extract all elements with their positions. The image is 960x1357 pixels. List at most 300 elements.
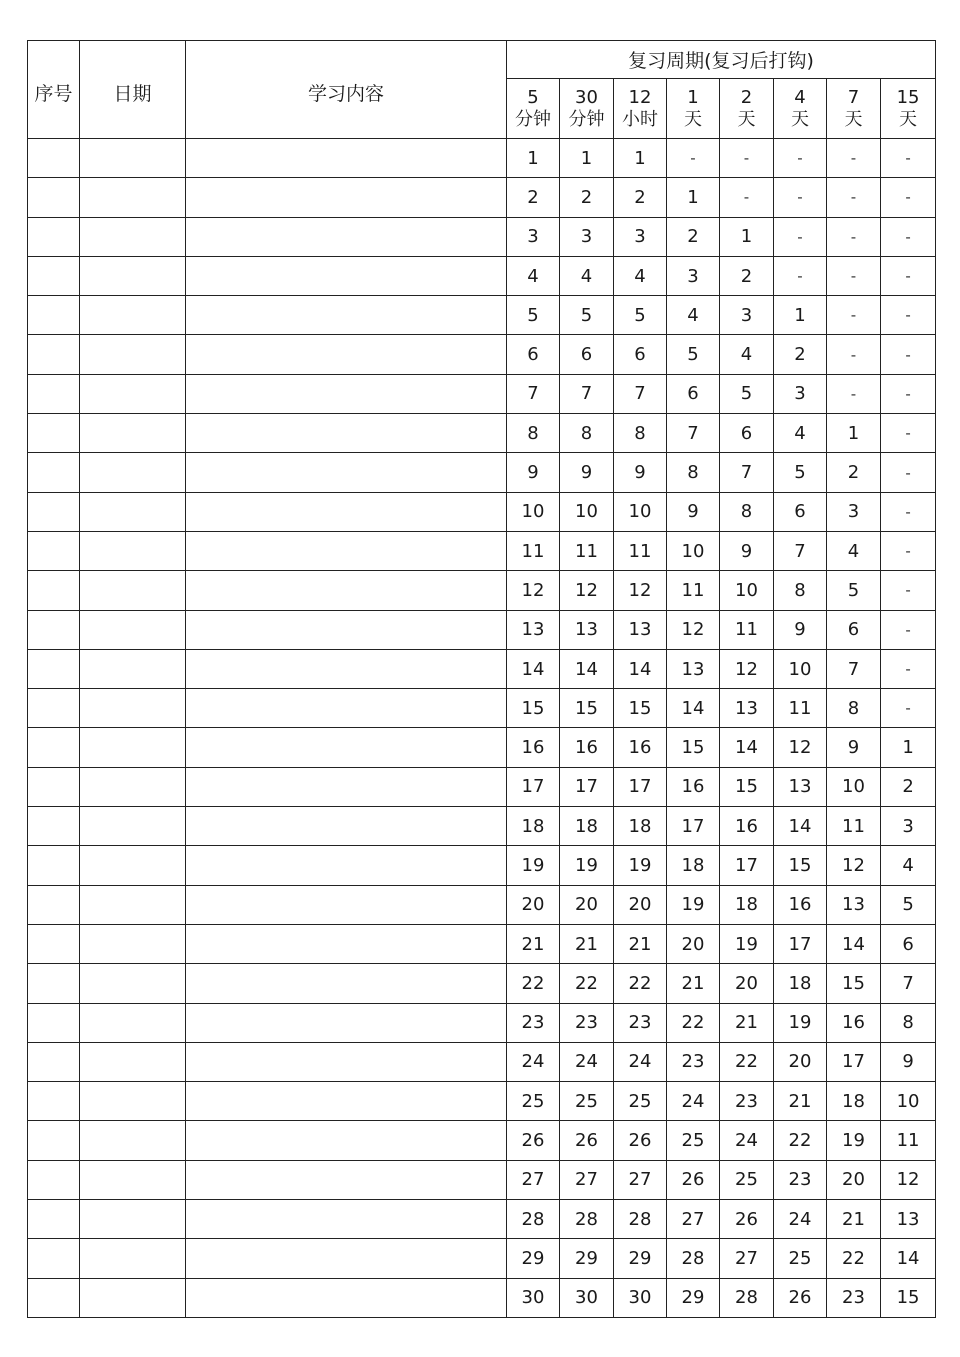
review-cell[interactable]: 4 [560, 256, 614, 295]
review-cell[interactable]: 23 [560, 1003, 614, 1042]
review-cell[interactable]: 2 [774, 335, 827, 374]
review-cell[interactable]: 4 [614, 256, 667, 295]
index-cell[interactable] [28, 767, 80, 806]
review-cell[interactable]: 21 [827, 1200, 881, 1239]
date-cell[interactable] [80, 1239, 186, 1278]
index-cell[interactable] [28, 1278, 80, 1317]
review-cell[interactable]: 3 [827, 492, 881, 531]
review-cell[interactable]: - [881, 217, 936, 256]
review-cell[interactable]: 18 [560, 807, 614, 846]
index-cell[interactable] [28, 1200, 80, 1239]
review-cell[interactable]: 22 [560, 964, 614, 1003]
review-cell[interactable]: 16 [507, 728, 560, 767]
content-cell[interactable] [186, 689, 507, 728]
content-cell[interactable] [186, 964, 507, 1003]
content-cell[interactable] [186, 767, 507, 806]
review-cell[interactable]: 5 [614, 296, 667, 335]
review-cell[interactable]: 25 [720, 1160, 774, 1199]
review-cell[interactable]: 23 [827, 1278, 881, 1317]
review-cell[interactable]: - [827, 256, 881, 295]
review-cell[interactable]: 25 [507, 1082, 560, 1121]
review-cell[interactable]: 4 [774, 414, 827, 453]
review-cell[interactable]: 7 [667, 414, 720, 453]
review-cell[interactable]: 7 [774, 531, 827, 570]
index-cell[interactable] [28, 178, 80, 217]
review-cell[interactable]: 5 [507, 296, 560, 335]
review-cell[interactable]: 8 [827, 689, 881, 728]
content-cell[interactable] [186, 492, 507, 531]
review-cell[interactable]: - [827, 139, 881, 178]
review-cell[interactable]: 14 [507, 649, 560, 688]
review-cell[interactable]: 12 [827, 846, 881, 885]
review-cell[interactable]: 13 [774, 767, 827, 806]
review-cell[interactable]: 8 [774, 571, 827, 610]
review-cell[interactable]: - [774, 217, 827, 256]
date-cell[interactable] [80, 1003, 186, 1042]
review-cell[interactable]: 20 [667, 924, 720, 963]
date-cell[interactable] [80, 728, 186, 767]
review-cell[interactable]: 21 [720, 1003, 774, 1042]
review-cell[interactable]: 14 [881, 1239, 936, 1278]
review-cell[interactable]: 20 [720, 964, 774, 1003]
review-cell[interactable]: 14 [667, 689, 720, 728]
date-cell[interactable] [80, 492, 186, 531]
review-cell[interactable]: 22 [667, 1003, 720, 1042]
review-cell[interactable]: 11 [827, 807, 881, 846]
date-cell[interactable] [80, 217, 186, 256]
review-cell[interactable]: 24 [614, 1042, 667, 1081]
review-cell[interactable]: 21 [507, 924, 560, 963]
review-cell[interactable]: 15 [560, 689, 614, 728]
review-cell[interactable]: - [774, 178, 827, 217]
review-cell[interactable]: 17 [507, 767, 560, 806]
review-cell[interactable]: 22 [507, 964, 560, 1003]
index-cell[interactable] [28, 256, 80, 295]
review-cell[interactable]: 18 [667, 846, 720, 885]
review-cell[interactable]: 27 [614, 1160, 667, 1199]
review-cell[interactable]: 22 [774, 1121, 827, 1160]
index-cell[interactable] [28, 649, 80, 688]
review-cell[interactable]: 16 [827, 1003, 881, 1042]
review-cell[interactable]: 17 [667, 807, 720, 846]
review-cell[interactable]: 28 [614, 1200, 667, 1239]
review-cell[interactable]: 17 [827, 1042, 881, 1081]
review-cell[interactable]: 19 [774, 1003, 827, 1042]
review-cell[interactable]: 20 [507, 885, 560, 924]
index-cell[interactable] [28, 492, 80, 531]
review-cell[interactable]: 8 [881, 1003, 936, 1042]
content-cell[interactable] [186, 1239, 507, 1278]
content-cell[interactable] [186, 1082, 507, 1121]
index-cell[interactable] [28, 1160, 80, 1199]
review-cell[interactable]: 13 [614, 610, 667, 649]
review-cell[interactable]: 11 [614, 531, 667, 570]
date-cell[interactable] [80, 689, 186, 728]
content-cell[interactable] [186, 139, 507, 178]
content-cell[interactable] [186, 256, 507, 295]
review-cell[interactable]: 7 [614, 374, 667, 413]
review-cell[interactable]: 5 [560, 296, 614, 335]
review-cell[interactable]: 17 [614, 767, 667, 806]
review-cell[interactable]: - [881, 492, 936, 531]
review-cell[interactable]: 8 [667, 453, 720, 492]
content-cell[interactable] [186, 374, 507, 413]
review-cell[interactable]: 11 [560, 531, 614, 570]
review-cell[interactable]: - [881, 689, 936, 728]
review-cell[interactable]: 21 [614, 924, 667, 963]
review-cell[interactable]: 8 [560, 414, 614, 453]
review-cell[interactable]: 24 [507, 1042, 560, 1081]
review-cell[interactable]: 21 [774, 1082, 827, 1121]
review-cell[interactable]: 15 [507, 689, 560, 728]
review-cell[interactable]: 22 [614, 964, 667, 1003]
review-cell[interactable]: 2 [507, 178, 560, 217]
review-cell[interactable]: 15 [774, 846, 827, 885]
review-cell[interactable]: 16 [667, 767, 720, 806]
review-cell[interactable]: 26 [507, 1121, 560, 1160]
review-cell[interactable]: - [881, 610, 936, 649]
review-cell[interactable]: - [720, 139, 774, 178]
review-cell[interactable]: 3 [881, 807, 936, 846]
review-cell[interactable]: 6 [720, 414, 774, 453]
review-cell[interactable]: 13 [720, 689, 774, 728]
index-cell[interactable] [28, 964, 80, 1003]
date-cell[interactable] [80, 924, 186, 963]
index-cell[interactable] [28, 885, 80, 924]
review-cell[interactable]: 20 [560, 885, 614, 924]
review-cell[interactable]: 23 [720, 1082, 774, 1121]
date-cell[interactable] [80, 1200, 186, 1239]
review-cell[interactable]: 30 [614, 1278, 667, 1317]
index-cell[interactable] [28, 374, 80, 413]
date-cell[interactable] [80, 767, 186, 806]
review-cell[interactable]: 14 [827, 924, 881, 963]
review-cell[interactable]: 24 [560, 1042, 614, 1081]
review-cell[interactable]: 6 [560, 335, 614, 374]
review-cell[interactable]: 2 [560, 178, 614, 217]
review-cell[interactable]: 6 [774, 492, 827, 531]
review-cell[interactable]: 18 [774, 964, 827, 1003]
index-cell[interactable] [28, 414, 80, 453]
review-cell[interactable]: 15 [827, 964, 881, 1003]
date-cell[interactable] [80, 1278, 186, 1317]
review-cell[interactable]: 1 [720, 217, 774, 256]
review-cell[interactable]: 25 [614, 1082, 667, 1121]
review-cell[interactable]: - [827, 178, 881, 217]
review-cell[interactable]: 11 [720, 610, 774, 649]
review-cell[interactable]: 19 [720, 924, 774, 963]
review-cell[interactable]: 7 [720, 453, 774, 492]
content-cell[interactable] [186, 1003, 507, 1042]
date-cell[interactable] [80, 414, 186, 453]
review-cell[interactable]: 18 [827, 1082, 881, 1121]
content-cell[interactable] [186, 924, 507, 963]
date-cell[interactable] [80, 1082, 186, 1121]
index-cell[interactable] [28, 1121, 80, 1160]
index-cell[interactable] [28, 1082, 80, 1121]
date-cell[interactable] [80, 649, 186, 688]
review-cell[interactable]: 22 [827, 1239, 881, 1278]
review-cell[interactable]: 21 [667, 964, 720, 1003]
review-cell[interactable]: - [881, 414, 936, 453]
review-cell[interactable]: 4 [827, 531, 881, 570]
review-cell[interactable]: - [881, 571, 936, 610]
review-cell[interactable]: 5 [774, 453, 827, 492]
review-cell[interactable]: 4 [881, 846, 936, 885]
review-cell[interactable]: 19 [614, 846, 667, 885]
review-cell[interactable]: 6 [827, 610, 881, 649]
review-cell[interactable]: - [881, 374, 936, 413]
date-cell[interactable] [80, 1121, 186, 1160]
review-cell[interactable]: 13 [827, 885, 881, 924]
review-cell[interactable]: 7 [881, 964, 936, 1003]
review-cell[interactable]: 11 [881, 1121, 936, 1160]
review-cell[interactable]: - [827, 296, 881, 335]
date-cell[interactable] [80, 571, 186, 610]
review-cell[interactable]: 27 [720, 1239, 774, 1278]
review-cell[interactable]: 17 [720, 846, 774, 885]
review-cell[interactable]: 30 [560, 1278, 614, 1317]
review-cell[interactable]: - [774, 256, 827, 295]
review-cell[interactable]: 4 [507, 256, 560, 295]
review-cell[interactable]: 4 [720, 335, 774, 374]
review-cell[interactable]: 5 [881, 885, 936, 924]
review-cell[interactable]: 18 [614, 807, 667, 846]
review-cell[interactable]: 2 [720, 256, 774, 295]
review-cell[interactable]: 3 [560, 217, 614, 256]
date-cell[interactable] [80, 807, 186, 846]
review-cell[interactable]: 8 [720, 492, 774, 531]
review-cell[interactable]: 10 [774, 649, 827, 688]
review-cell[interactable]: 10 [827, 767, 881, 806]
review-cell[interactable]: 1 [507, 139, 560, 178]
review-cell[interactable]: 1 [560, 139, 614, 178]
review-cell[interactable]: 12 [507, 571, 560, 610]
review-cell[interactable]: 11 [507, 531, 560, 570]
review-cell[interactable]: 26 [720, 1200, 774, 1239]
review-cell[interactable]: 10 [881, 1082, 936, 1121]
review-cell[interactable]: 23 [667, 1042, 720, 1081]
review-cell[interactable]: 9 [560, 453, 614, 492]
review-cell[interactable]: 19 [560, 846, 614, 885]
review-cell[interactable]: 4 [667, 296, 720, 335]
date-cell[interactable] [80, 1042, 186, 1081]
content-cell[interactable] [186, 885, 507, 924]
review-cell[interactable]: 7 [507, 374, 560, 413]
review-cell[interactable]: 26 [614, 1121, 667, 1160]
review-cell[interactable]: 12 [774, 728, 827, 767]
review-cell[interactable]: 1 [667, 178, 720, 217]
review-cell[interactable]: 13 [667, 649, 720, 688]
review-cell[interactable]: 19 [667, 885, 720, 924]
review-cell[interactable]: - [881, 335, 936, 374]
review-cell[interactable]: 1 [774, 296, 827, 335]
review-cell[interactable]: 14 [774, 807, 827, 846]
review-cell[interactable]: 1 [827, 414, 881, 453]
review-cell[interactable]: - [881, 453, 936, 492]
content-cell[interactable] [186, 178, 507, 217]
content-cell[interactable] [186, 296, 507, 335]
review-cell[interactable]: 14 [720, 728, 774, 767]
review-cell[interactable]: 11 [774, 689, 827, 728]
review-cell[interactable]: 16 [774, 885, 827, 924]
review-cell[interactable]: 6 [507, 335, 560, 374]
index-cell[interactable] [28, 335, 80, 374]
review-cell[interactable]: 29 [614, 1239, 667, 1278]
content-cell[interactable] [186, 728, 507, 767]
review-cell[interactable]: - [881, 296, 936, 335]
date-cell[interactable] [80, 335, 186, 374]
index-cell[interactable] [28, 1003, 80, 1042]
content-cell[interactable] [186, 335, 507, 374]
content-cell[interactable] [186, 846, 507, 885]
review-cell[interactable]: 9 [881, 1042, 936, 1081]
review-cell[interactable]: 3 [774, 374, 827, 413]
review-cell[interactable]: 16 [614, 728, 667, 767]
review-cell[interactable]: 5 [720, 374, 774, 413]
review-cell[interactable]: 12 [720, 649, 774, 688]
review-cell[interactable]: 8 [507, 414, 560, 453]
index-cell[interactable] [28, 296, 80, 335]
review-cell[interactable]: 12 [881, 1160, 936, 1199]
content-cell[interactable] [186, 1121, 507, 1160]
review-cell[interactable]: 9 [827, 728, 881, 767]
review-cell[interactable]: 17 [774, 924, 827, 963]
review-cell[interactable]: 23 [507, 1003, 560, 1042]
review-cell[interactable]: 9 [667, 492, 720, 531]
review-cell[interactable]: 30 [507, 1278, 560, 1317]
review-cell[interactable]: 9 [774, 610, 827, 649]
review-cell[interactable]: 19 [827, 1121, 881, 1160]
review-cell[interactable]: 2 [614, 178, 667, 217]
review-cell[interactable]: 3 [614, 217, 667, 256]
review-cell[interactable]: 20 [827, 1160, 881, 1199]
review-cell[interactable]: 25 [560, 1082, 614, 1121]
review-cell[interactable]: 23 [614, 1003, 667, 1042]
review-cell[interactable]: 20 [774, 1042, 827, 1081]
date-cell[interactable] [80, 139, 186, 178]
content-cell[interactable] [186, 531, 507, 570]
review-cell[interactable]: 27 [507, 1160, 560, 1199]
review-cell[interactable]: 22 [720, 1042, 774, 1081]
review-cell[interactable]: 28 [720, 1278, 774, 1317]
review-cell[interactable]: 27 [560, 1160, 614, 1199]
review-cell[interactable]: 9 [720, 531, 774, 570]
review-cell[interactable]: 12 [560, 571, 614, 610]
review-cell[interactable]: 9 [507, 453, 560, 492]
review-cell[interactable]: 14 [560, 649, 614, 688]
index-cell[interactable] [28, 531, 80, 570]
review-cell[interactable]: 25 [667, 1121, 720, 1160]
review-cell[interactable]: 1 [881, 728, 936, 767]
review-cell[interactable]: - [774, 139, 827, 178]
review-cell[interactable]: 16 [720, 807, 774, 846]
date-cell[interactable] [80, 531, 186, 570]
review-cell[interactable]: 28 [667, 1239, 720, 1278]
review-cell[interactable]: 3 [720, 296, 774, 335]
review-cell[interactable]: 14 [614, 649, 667, 688]
content-cell[interactable] [186, 1160, 507, 1199]
review-cell[interactable]: 8 [614, 414, 667, 453]
review-cell[interactable]: 26 [560, 1121, 614, 1160]
date-cell[interactable] [80, 178, 186, 217]
review-cell[interactable]: - [881, 178, 936, 217]
index-cell[interactable] [28, 728, 80, 767]
review-cell[interactable]: 19 [507, 846, 560, 885]
review-cell[interactable]: 7 [560, 374, 614, 413]
review-cell[interactable]: 10 [507, 492, 560, 531]
review-cell[interactable]: 18 [507, 807, 560, 846]
review-cell[interactable]: 24 [774, 1200, 827, 1239]
review-cell[interactable]: 10 [667, 531, 720, 570]
date-cell[interactable] [80, 1160, 186, 1199]
review-cell[interactable]: 28 [507, 1200, 560, 1239]
review-cell[interactable]: 10 [560, 492, 614, 531]
review-cell[interactable]: 5 [827, 571, 881, 610]
review-cell[interactable]: 21 [560, 924, 614, 963]
review-cell[interactable]: 2 [667, 217, 720, 256]
content-cell[interactable] [186, 414, 507, 453]
review-cell[interactable]: 26 [667, 1160, 720, 1199]
date-cell[interactable] [80, 374, 186, 413]
index-cell[interactable] [28, 217, 80, 256]
review-cell[interactable]: - [881, 139, 936, 178]
review-cell[interactable]: - [881, 649, 936, 688]
review-cell[interactable]: 29 [507, 1239, 560, 1278]
review-cell[interactable]: - [881, 531, 936, 570]
review-cell[interactable]: - [881, 256, 936, 295]
review-cell[interactable]: - [827, 374, 881, 413]
date-cell[interactable] [80, 256, 186, 295]
date-cell[interactable] [80, 964, 186, 1003]
review-cell[interactable]: 13 [507, 610, 560, 649]
review-cell[interactable]: 15 [614, 689, 667, 728]
index-cell[interactable] [28, 924, 80, 963]
review-cell[interactable]: - [667, 139, 720, 178]
review-cell[interactable]: 27 [667, 1200, 720, 1239]
content-cell[interactable] [186, 1278, 507, 1317]
content-cell[interactable] [186, 807, 507, 846]
review-cell[interactable]: 15 [667, 728, 720, 767]
review-cell[interactable]: 29 [560, 1239, 614, 1278]
review-cell[interactable]: 24 [720, 1121, 774, 1160]
index-cell[interactable] [28, 807, 80, 846]
content-cell[interactable] [186, 571, 507, 610]
index-cell[interactable] [28, 689, 80, 728]
content-cell[interactable] [186, 1200, 507, 1239]
review-cell[interactable]: 12 [614, 571, 667, 610]
review-cell[interactable]: 15 [720, 767, 774, 806]
content-cell[interactable] [186, 649, 507, 688]
review-cell[interactable]: 12 [667, 610, 720, 649]
date-cell[interactable] [80, 453, 186, 492]
review-cell[interactable]: - [720, 178, 774, 217]
review-cell[interactable]: 6 [614, 335, 667, 374]
review-cell[interactable]: 23 [774, 1160, 827, 1199]
review-cell[interactable]: - [827, 335, 881, 374]
index-cell[interactable] [28, 571, 80, 610]
review-cell[interactable]: - [827, 217, 881, 256]
review-cell[interactable]: 3 [667, 256, 720, 295]
review-cell[interactable]: 13 [560, 610, 614, 649]
review-cell[interactable]: 24 [667, 1082, 720, 1121]
review-cell[interactable]: 20 [614, 885, 667, 924]
review-cell[interactable]: 29 [667, 1278, 720, 1317]
index-cell[interactable] [28, 846, 80, 885]
review-cell[interactable]: 6 [667, 374, 720, 413]
content-cell[interactable] [186, 453, 507, 492]
date-cell[interactable] [80, 610, 186, 649]
